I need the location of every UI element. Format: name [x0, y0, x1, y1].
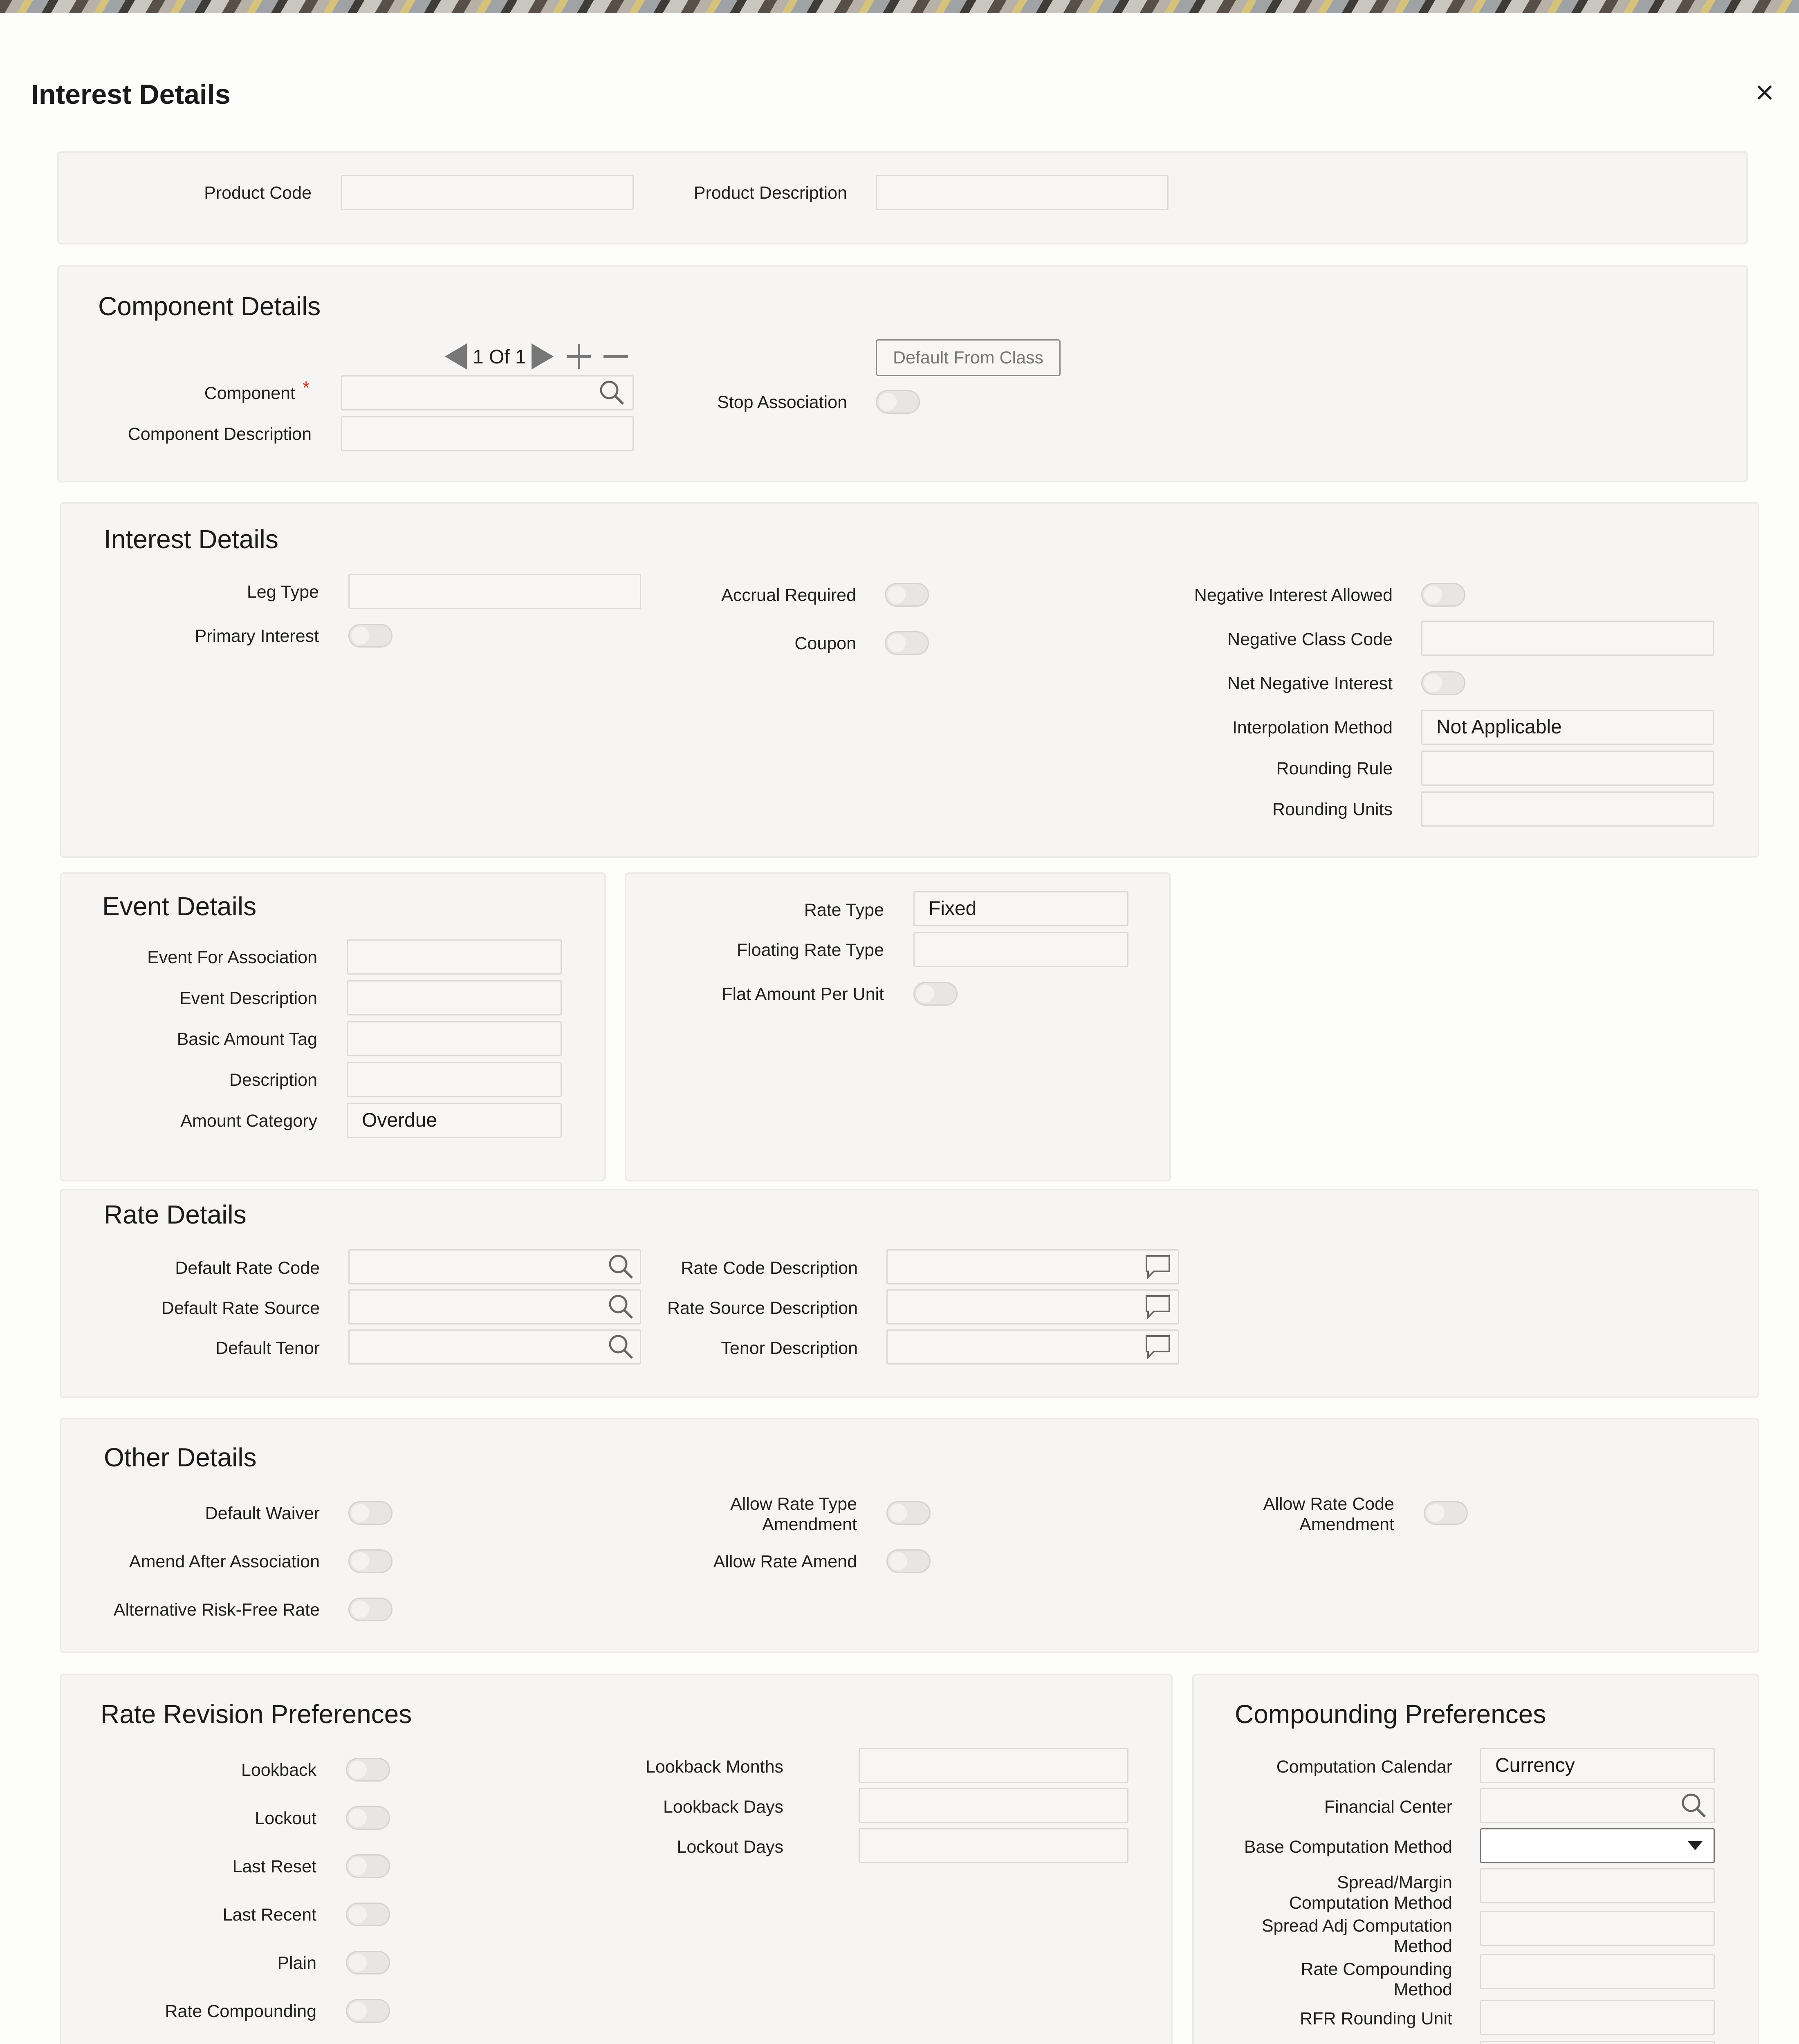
basic-amount-tag-label: Basic Amount Tag	[177, 1029, 317, 1049]
search-icon[interactable]	[608, 1334, 634, 1360]
required-marker: *	[303, 378, 310, 398]
stop-association-toggle[interactable]	[876, 390, 920, 414]
interpolation-method-field[interactable]: Not Applicable	[1421, 710, 1714, 745]
next-icon[interactable]	[531, 343, 554, 370]
component-description-field[interactable]	[341, 416, 634, 451]
flat-amount-per-unit-toggle[interactable]	[913, 982, 958, 1006]
spread-margin-field[interactable]	[1480, 1868, 1715, 1903]
computation-calendar-label: Computation Calendar	[1276, 1757, 1452, 1777]
default-tenor-field[interactable]	[348, 1329, 641, 1365]
flat-amount-per-unit-label: Flat Amount Per Unit	[722, 984, 884, 1004]
rate-details-title: Rate Details	[104, 1200, 247, 1229]
computation-calendar-field[interactable]: Currency	[1480, 1748, 1715, 1783]
product-description-field[interactable]	[876, 175, 1169, 210]
coupon-label: Coupon	[794, 634, 856, 653]
search-icon[interactable]	[608, 1253, 634, 1280]
rfr-rounding-unit-field[interactable]	[1480, 2000, 1715, 2035]
comment-icon[interactable]	[1145, 1334, 1171, 1359]
rate-code-description-label: Rate Code Description	[681, 1258, 858, 1278]
negative-interest-allowed-label: Negative Interest Allowed	[1194, 585, 1393, 605]
comment-icon[interactable]	[1145, 1294, 1171, 1319]
lookback-days-field[interactable]	[859, 1788, 1128, 1823]
default-tenor-label: Default Tenor	[215, 1338, 320, 1358]
default-rate-source-label: Default Rate Source	[161, 1298, 320, 1318]
rate-compounding-toggle[interactable]	[346, 1999, 390, 2023]
rate-code-description-field[interactable]	[886, 1249, 1179, 1284]
negative-interest-allowed-toggle[interactable]	[1421, 583, 1465, 607]
rate-source-description-label: Rate Source Description	[667, 1298, 858, 1318]
rate-compounding-method-label: Rate Compounding Method	[1301, 1959, 1452, 1999]
rounding-rule-field[interactable]	[1421, 751, 1714, 786]
spread-adj-label: Spread Adj Computation Method	[1261, 1916, 1452, 1956]
interpolation-method-label: Interpolation Method	[1232, 718, 1393, 737]
allow-rate-type-amendment-toggle[interactable]	[886, 1501, 931, 1525]
comment-icon[interactable]	[1145, 1254, 1171, 1279]
rounding-units-field[interactable]	[1421, 791, 1714, 827]
alternative-rfr-toggle[interactable]	[348, 1598, 393, 1621]
financial-center-field[interactable]	[1480, 1788, 1715, 1823]
spread-adj-field[interactable]	[1480, 1911, 1715, 1946]
lockout-days-label: Lockout Days	[677, 1837, 783, 1857]
event-description-label: Event Description	[179, 988, 317, 1008]
allow-rate-code-amendment-label: Allow Rate Code Amendment	[1263, 1494, 1394, 1534]
description-label: Description	[229, 1070, 317, 1090]
component-field[interactable]	[341, 375, 634, 410]
leg-type-label: Leg Type	[247, 582, 319, 602]
component-details-title: Component Details	[98, 291, 321, 321]
event-details-title: Event Details	[102, 892, 257, 921]
rate-type-field[interactable]: Fixed	[913, 891, 1128, 926]
component-label: Component	[204, 383, 295, 403]
primary-interest-toggle[interactable]	[348, 624, 393, 648]
net-negative-interest-toggle[interactable]	[1421, 671, 1465, 695]
rounding-rule-label: Rounding Rule	[1276, 759, 1393, 778]
search-icon[interactable]	[599, 379, 625, 406]
net-negative-interest-label: Net Negative Interest	[1227, 674, 1393, 693]
allow-rate-amend-toggle[interactable]	[886, 1549, 931, 1573]
pagination-text: 1 Of 1	[473, 346, 526, 368]
floating-rate-type-label: Floating Rate Type	[736, 940, 884, 960]
last-recent-label: Last Recent	[222, 1905, 316, 1925]
base-computation-method-select[interactable]	[1480, 1828, 1715, 1863]
rate-compounding-label: Rate Compounding	[165, 2001, 316, 2021]
coupon-toggle[interactable]	[885, 631, 929, 655]
compounding-title: Compounding Preferences	[1235, 1699, 1546, 1729]
last-reset-toggle[interactable]	[346, 1854, 390, 1878]
page-title: Interest Details	[31, 79, 231, 110]
event-for-association-label: Event For Association	[147, 948, 317, 967]
lookback-months-label: Lookback Months	[645, 1757, 783, 1777]
negative-class-code-field[interactable]	[1421, 621, 1714, 656]
primary-interest-label: Primary Interest	[195, 626, 319, 646]
chevron-down-icon[interactable]	[1687, 1840, 1703, 1851]
accrual-required-toggle[interactable]	[885, 583, 929, 607]
plain-label: Plain	[277, 1953, 316, 1973]
default-waiver-toggle[interactable]	[348, 1501, 393, 1525]
rate-revision-title: Rate Revision Preferences	[101, 1699, 412, 1729]
stop-association-label: Stop Association	[717, 392, 847, 412]
close-icon[interactable]: ×	[1755, 74, 1774, 110]
default-rate-code-label: Default Rate Code	[175, 1258, 320, 1278]
product-code-field[interactable]	[341, 175, 634, 210]
component-description-label: Component Description	[128, 424, 312, 444]
product-description-label: Product Description	[693, 183, 847, 203]
financial-center-label: Financial Center	[1324, 1797, 1452, 1817]
event-for-association-field[interactable]	[347, 939, 562, 975]
amend-after-association-label: Amend After Association	[129, 1552, 320, 1571]
top-banner	[0, 0, 1799, 13]
rounding-units-label: Rounding Units	[1272, 800, 1393, 819]
base-computation-method-label: Base Computation Method	[1244, 1837, 1452, 1857]
frequency-field[interactable]	[1480, 2041, 1715, 2044]
amount-category-label: Amount Category	[180, 1111, 317, 1131]
title-bar	[0, 13, 1799, 136]
rate-source-description-field[interactable]	[886, 1289, 1179, 1325]
last-recent-toggle[interactable]	[346, 1903, 390, 1926]
tenor-description-label: Tenor Description	[721, 1338, 858, 1358]
rate-compounding-method-field[interactable]	[1480, 1954, 1715, 1989]
allow-rate-type-amendment-label: Allow Rate Type Amendment	[730, 1494, 857, 1534]
lookback-days-label: Lookback Days	[663, 1797, 783, 1817]
default-rate-code-field[interactable]	[348, 1249, 641, 1284]
description-field[interactable]	[347, 1062, 562, 1097]
add-icon[interactable]	[565, 343, 593, 370]
search-icon[interactable]	[1680, 1792, 1707, 1818]
rate-type-label: Rate Type	[804, 900, 884, 920]
interest-details-title: Interest Details	[104, 524, 278, 554]
event-description-field[interactable]	[347, 980, 562, 1015]
default-from-class-button[interactable]: Default From Class	[876, 339, 1061, 376]
default-waiver-label: Default Waiver	[205, 1504, 320, 1523]
lookback-label: Lookback	[241, 1760, 316, 1780]
allow-rate-code-amendment-toggle[interactable]	[1424, 1501, 1468, 1525]
previous-icon[interactable]	[444, 343, 468, 370]
spread-margin-label: Spread/Margin Computation Method	[1289, 1873, 1452, 1913]
amount-category-field[interactable]: Overdue	[347, 1103, 562, 1138]
leg-type-field[interactable]	[348, 574, 641, 609]
lockout-days-field[interactable]	[859, 1828, 1128, 1863]
remove-icon[interactable]	[602, 343, 630, 370]
other-details-title: Other Details	[104, 1443, 257, 1472]
basic-amount-tag-field[interactable]	[347, 1021, 562, 1056]
search-icon[interactable]	[608, 1293, 634, 1320]
negative-class-code-label: Negative Class Code	[1227, 630, 1393, 649]
accrual-required-label: Accrual Required	[721, 585, 856, 605]
alternative-rfr-label: Alternative Risk-Free Rate	[113, 1600, 320, 1620]
default-rate-source-field[interactable]	[348, 1289, 641, 1325]
lockout-toggle[interactable]	[346, 1806, 390, 1830]
last-reset-label: Last Reset	[232, 1857, 316, 1876]
tenor-description-field[interactable]	[886, 1329, 1179, 1365]
rfr-rounding-unit-label: RFR Rounding Unit	[1300, 2009, 1452, 2028]
lockout-label: Lockout	[255, 1809, 316, 1828]
allow-rate-amend-label: Allow Rate Amend	[713, 1552, 857, 1571]
lookback-months-field[interactable]	[859, 1748, 1128, 1783]
amend-after-association-toggle[interactable]	[348, 1549, 393, 1573]
lookback-toggle[interactable]	[346, 1758, 390, 1782]
plain-toggle[interactable]	[346, 1951, 390, 1975]
floating-rate-type-field[interactable]	[913, 932, 1128, 967]
product-code-label: Product Code	[204, 183, 312, 203]
